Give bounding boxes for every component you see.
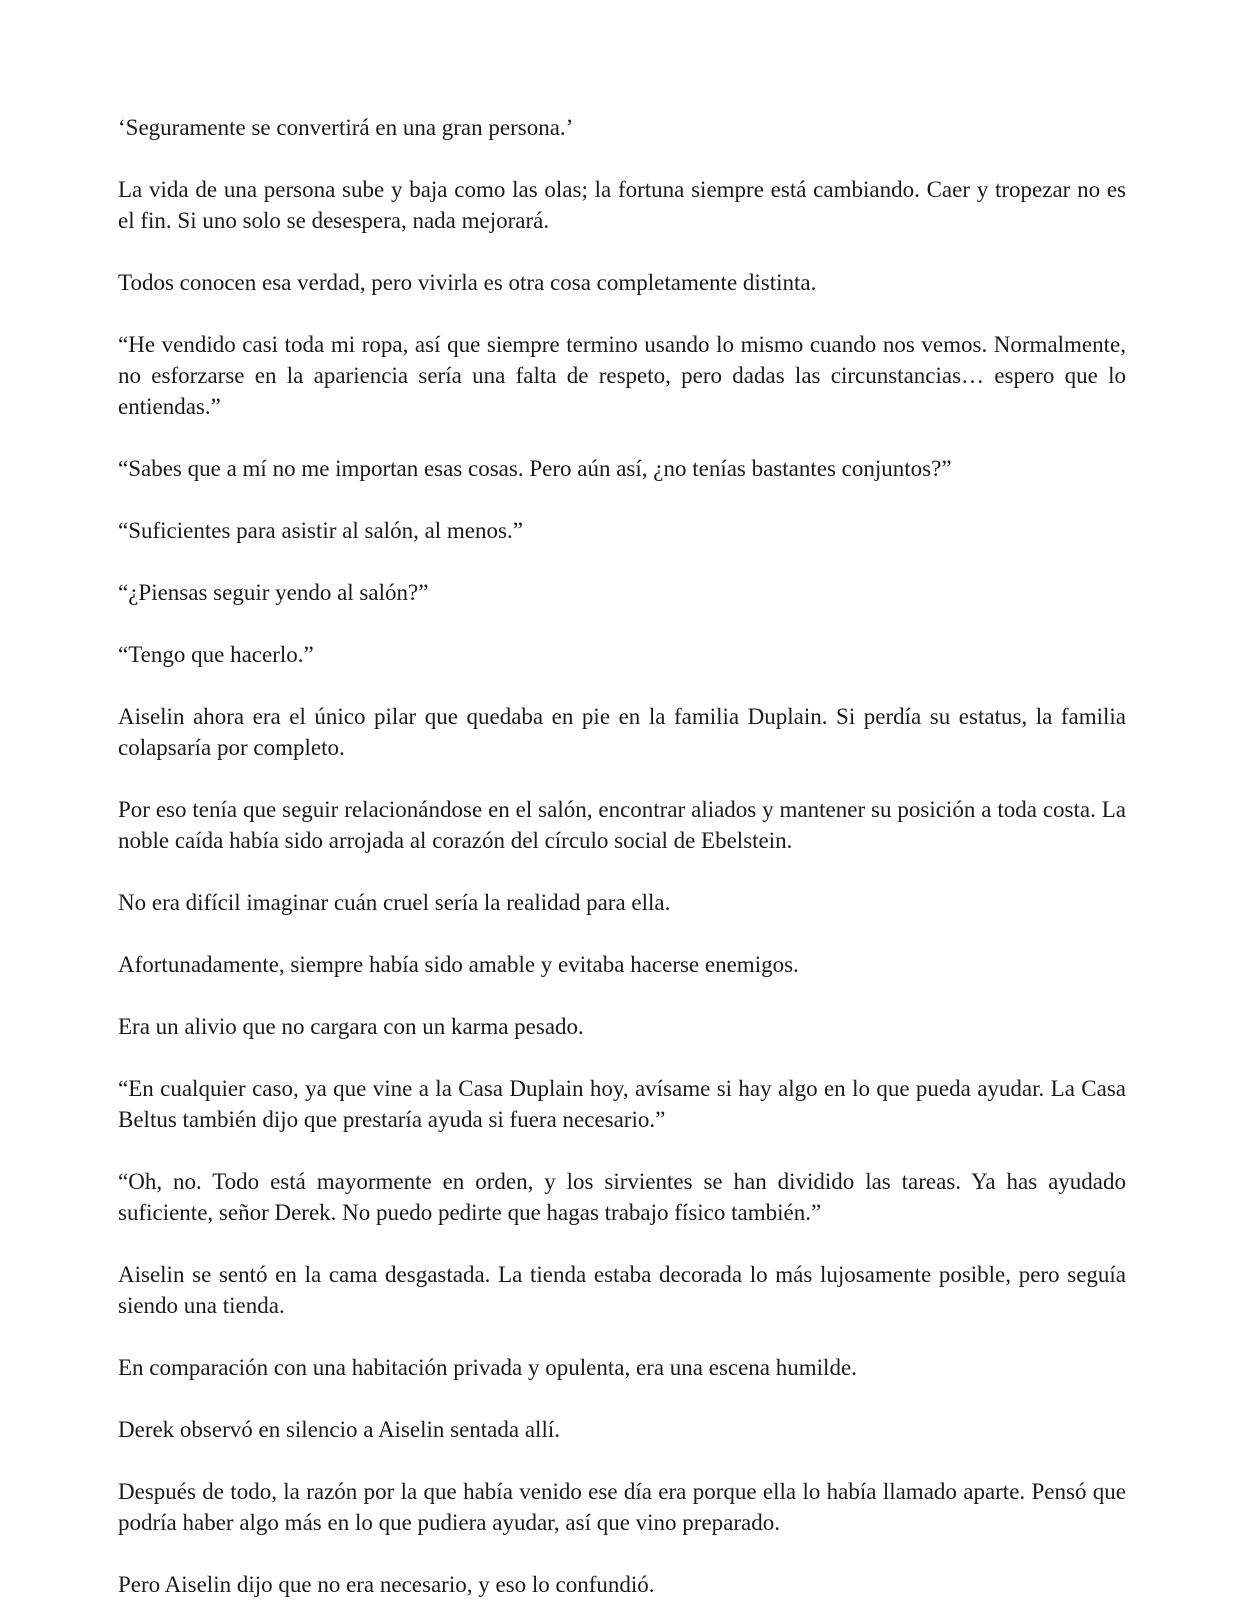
paragraph: “He vendido casi toda mi ropa, así que siempre termino usando lo mismo cuando nos vemos. Normalmente, no esforzarse en la apariencia sería una falta de respeto, pero dadas las circunstancias… espero que lo entiendas.”: [118, 332, 1126, 419]
paragraph: “Tengo que hacerlo.”: [118, 642, 314, 667]
paragraph: “En cualquier caso, ya que vine a la Casa Duplain hoy, avísame si hay algo en lo que pueda ayudar. La Casa Beltus también dijo que prestaría ayuda si fuera necesario.”: [118, 1076, 1126, 1132]
paragraph: “¿Piensas seguir yendo al salón?”: [118, 580, 429, 605]
paragraph: “Sabes que a mí no me importan esas cosas. Pero aún así, ¿no tenías bastantes conjuntos?”: [118, 456, 952, 481]
paragraph: Aiselin se sentó en la cama desgastada. La tienda estaba decorada lo más lujosamente posible, pero seguía siendo una tienda.: [118, 1262, 1126, 1318]
paragraph: En comparación con una habitación privada y opulenta, era una escena humilde.: [118, 1355, 857, 1380]
paragraph: Afortunadamente, siempre había sido amable y evitaba hacerse enemigos.: [118, 952, 799, 977]
paragraph: Pero Aiselin dijo que no era necesario, y eso lo confundió.: [118, 1572, 655, 1597]
paragraph: La vida de una persona sube y baja como las olas; la fortuna siempre está cambiando. Caer y tropezar no es el fin. Si uno solo se desespera, nada mejorará.: [118, 177, 1126, 233]
paragraph: ‘Seguramente se convertirá en una gran persona.’: [118, 115, 574, 140]
document-page: [118, 112, 1126, 1600]
paragraph: Era un alivio que no cargara con un karma pesado.: [118, 1014, 584, 1039]
paragraph: “Oh, no. Todo está mayormente en orden, y los sirvientes se han dividido las tareas. Ya has ayudado suficiente, señor Derek. No puedo pedirte que hagas trabajo físico también.”: [118, 1169, 1126, 1225]
paragraph: “Suficientes para asistir al salón, al menos.”: [118, 518, 523, 543]
paragraph: Por eso tenía que seguir relacionándose en el salón, encontrar aliados y mantener su posición a toda costa. La noble caída había sido arrojada al corazón del círculo social de Ebelstein.: [118, 797, 1126, 853]
paragraph: Aiselin ahora era el único pilar que quedaba en pie en la familia Duplain. Si perdía su estatus, la familia colapsaría por completo.: [118, 704, 1126, 760]
paragraph: Todos conocen esa verdad, pero vivirla es otra cosa completamente distinta.: [118, 270, 817, 295]
paragraph: No era difícil imaginar cuán cruel sería la realidad para ella.: [118, 890, 671, 915]
paragraph: Después de todo, la razón por la que había venido ese día era porque ella lo había llamado aparte. Pensó que podría haber algo más en lo que pudiera ayudar, así que vino preparado.: [118, 1479, 1126, 1535]
paragraph: Derek observó en silencio a Aiselin sentada allí.: [118, 1417, 560, 1442]
